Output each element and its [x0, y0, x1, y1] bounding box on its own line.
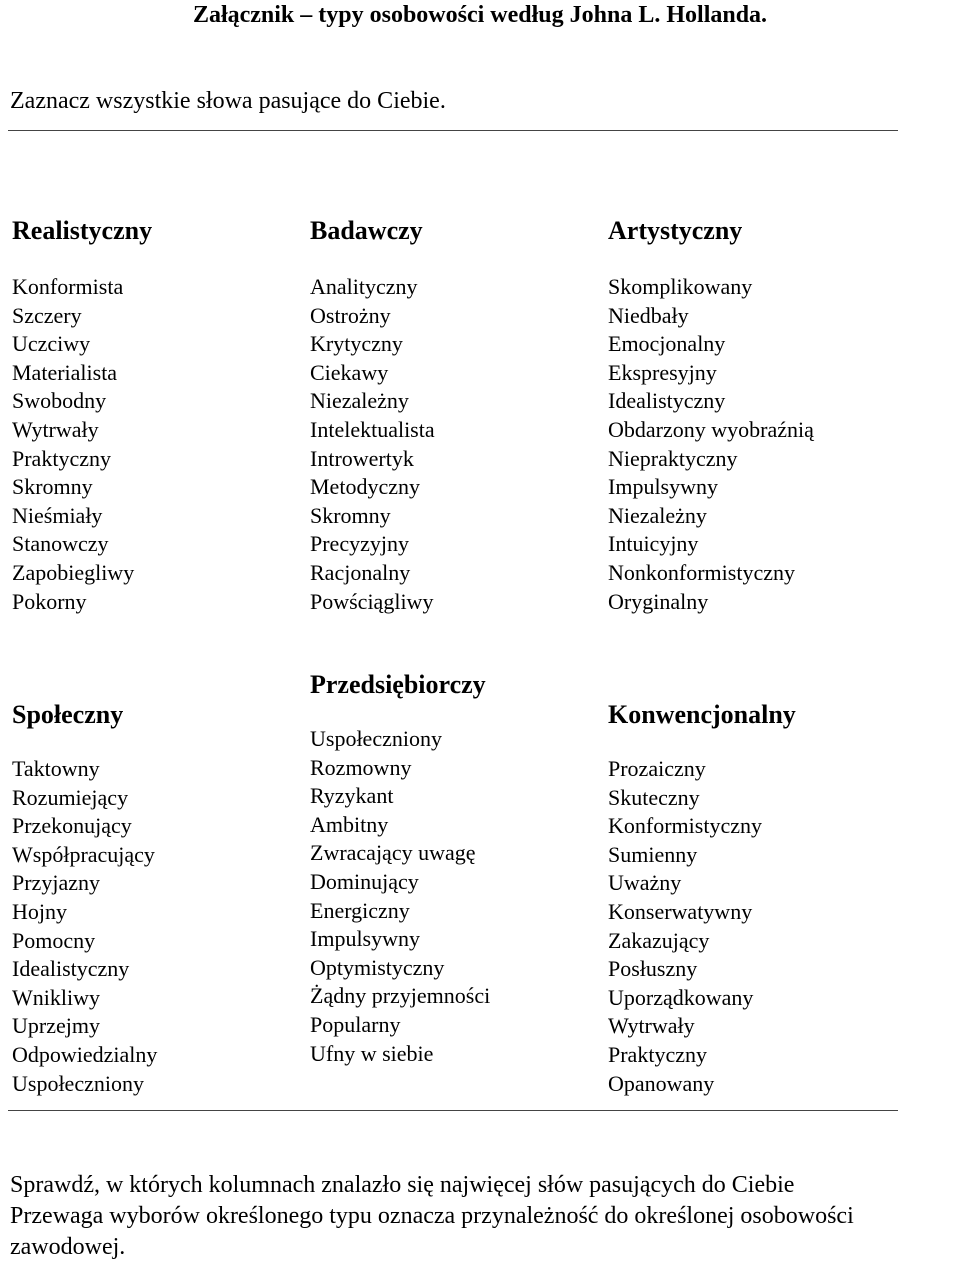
personality-word: Zakazujący [608, 927, 710, 953]
word-list [310, 725, 490, 1068]
personality-word: Introwertyk [310, 445, 414, 471]
personality-word: Skuteczny [608, 784, 700, 810]
personality-word: Zwracający uwagę [310, 840, 476, 866]
footer-line: Przewaga wyborów określonego typu oznacza przynależność do określonej osobowości [10, 1203, 854, 1229]
word-list [310, 273, 435, 616]
personality-word: Ufny w siebie [310, 1040, 434, 1066]
personality-word: Współpracujący [12, 841, 155, 867]
personality-word: Szczery [12, 302, 82, 328]
personality-word: Wytrwały [608, 1013, 695, 1039]
personality-word: Wnikliwy [12, 984, 100, 1010]
personality-word: Idealistyczny [608, 388, 726, 414]
personality-word: Zapobiegliwy [12, 559, 135, 585]
personality-word: Impulsywny [310, 926, 420, 952]
personality-word: Rozumiejący [12, 784, 129, 810]
type-heading: Społeczny [12, 700, 124, 729]
personality-word: Idealistyczny [12, 956, 130, 982]
personality-word: Optymistyczny [310, 954, 445, 980]
personality-word: Niezależny [310, 388, 409, 414]
personality-word: Niezależny [608, 502, 707, 528]
personality-word: Skomplikowany [608, 274, 753, 299]
personality-word: Ambitny [310, 811, 389, 837]
personality-word: Swobodny [12, 388, 107, 414]
personality-word: Posłuszny [608, 956, 698, 982]
type-heading: Artystyczny [608, 216, 743, 245]
personality-word: Uporządkowany [608, 984, 754, 1010]
personality-word: Stanowczy [12, 531, 109, 557]
personality-word: Żądny przyjemności [310, 983, 491, 1009]
footer-line: Sprawdź, w których kolumnach znalazło się najwięcej słów pasujących do Ciebie [10, 1172, 795, 1198]
type-heading: Przedsiębiorczy [310, 670, 486, 699]
personality-word: Ryzykant [310, 783, 394, 809]
personality-word: Konformista [12, 274, 124, 299]
personality-word: Metodyczny [310, 474, 420, 500]
personality-word: Ostrożny [310, 302, 391, 328]
personality-word: Prozaiczny [608, 756, 706, 781]
personality-word: Opanowany [608, 1070, 715, 1096]
personality-word: Nonkonformistyczny [608, 559, 795, 585]
personality-word: Analityczny [310, 274, 418, 299]
instruction-text: Zaznacz wszystkie słowa pasujące do Ciebie. [10, 88, 446, 114]
type-heading: Realistyczny [12, 216, 153, 245]
personality-word: Odpowiedzialny [12, 1041, 158, 1067]
personality-word: Przyjazny [12, 870, 100, 896]
personality-word: Intuicyjny [608, 531, 699, 557]
footer-note [10, 1170, 960, 1263]
personality-word: Konformistyczny [608, 813, 762, 839]
personality-word: Dominujący [310, 868, 419, 894]
personality-word: Wytrwały [12, 416, 99, 442]
word-list [608, 273, 814, 616]
personality-word: Obdarzony wyobraźnią [608, 416, 814, 442]
word-list [608, 755, 762, 1098]
personality-word: Pomocny [12, 927, 96, 953]
personality-word: Uprzejmy [12, 1013, 100, 1039]
personality-word: Konserwatywny [608, 898, 753, 924]
personality-word: Emocjonalny [608, 331, 726, 357]
personality-word: Praktyczny [608, 1041, 707, 1067]
top-divider [8, 130, 898, 131]
personality-word: Przekonujący [12, 813, 132, 839]
personality-word: Pokorny [12, 588, 87, 614]
personality-word: Materialista [12, 359, 118, 385]
bottom-divider [8, 1110, 898, 1111]
personality-word: Niedbały [608, 302, 689, 328]
personality-word: Praktyczny [12, 445, 111, 471]
personality-word: Hojny [12, 898, 67, 924]
personality-word: Skromny [310, 502, 391, 528]
personality-word: Rozmowny [310, 754, 412, 780]
personality-word: Uczciwy [12, 331, 91, 357]
personality-word: Ciekawy [310, 359, 389, 385]
personality-word: Popularny [310, 1011, 401, 1037]
personality-word: Krytyczny [310, 331, 403, 357]
personality-word: Powściągliwy [310, 588, 434, 614]
personality-word: Skromny [12, 474, 93, 500]
personality-word: Precyzyjny [310, 531, 409, 557]
personality-word: Oryginalny [608, 588, 709, 614]
word-list [12, 755, 157, 1098]
type-heading: Badawczy [310, 216, 423, 245]
personality-word: Intelektualista [310, 416, 435, 442]
personality-word: Sumienny [608, 841, 698, 867]
personality-word: Uspołeczniony [12, 1070, 144, 1096]
type-heading: Konwencjonalny [608, 700, 796, 729]
personality-word: Taktowny [12, 756, 100, 781]
word-list [12, 273, 134, 616]
footer-line: zawodowej. [10, 1234, 126, 1260]
personality-word: Nieśmiały [12, 502, 103, 528]
personality-word: Impulsywny [608, 474, 718, 500]
document-title: Załącznik – typy osobowości według Johna L. Hollanda. [192, 2, 768, 28]
personality-word: Energiczny [310, 897, 410, 923]
personality-word: Uważny [608, 870, 682, 896]
personality-word: Niepraktyczny [608, 445, 738, 471]
personality-word: Uspołeczniony [310, 726, 442, 751]
personality-word: Racjonalny [310, 559, 411, 585]
personality-word: Ekspresyjny [608, 359, 717, 385]
